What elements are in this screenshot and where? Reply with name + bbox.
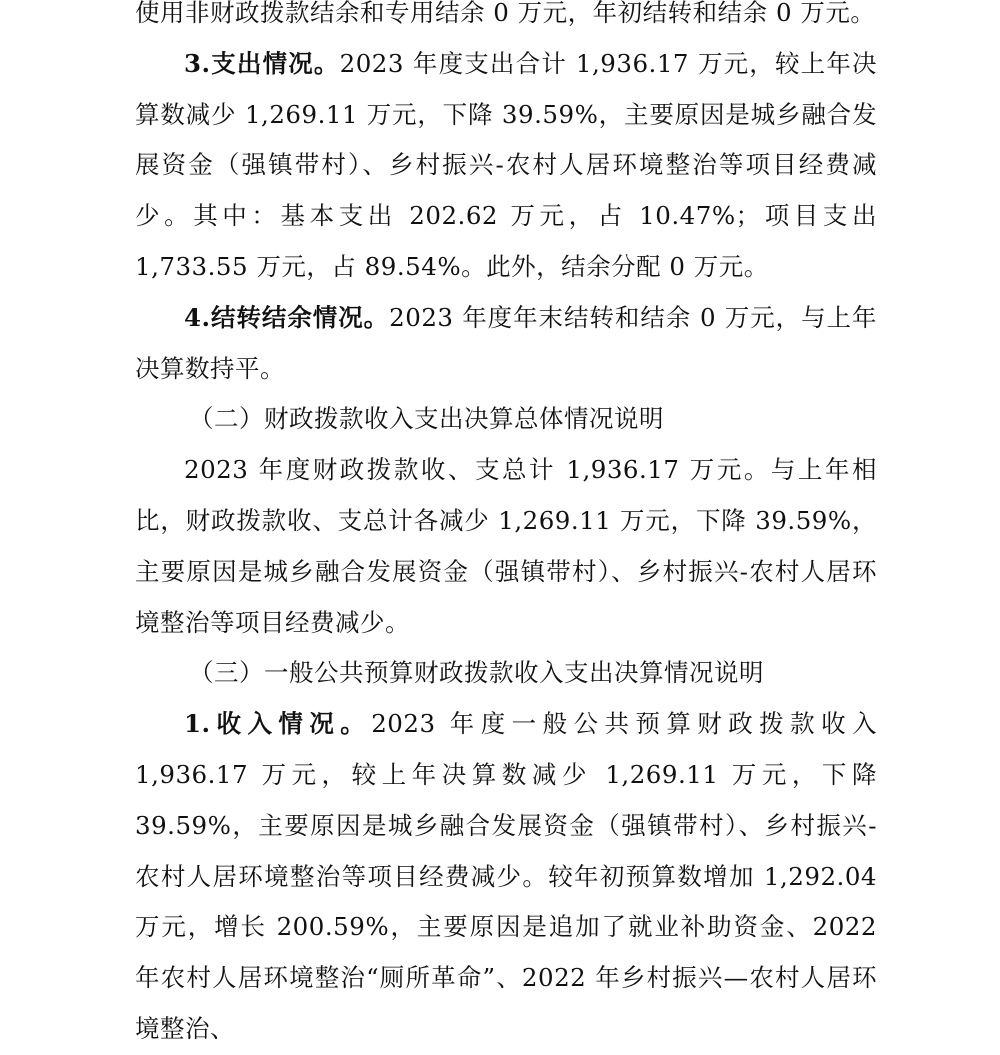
paragraph-text: 2023 年度年末结转和结余 0 万元，与上年决算数持平。: [135, 302, 877, 383]
paragraph-text: 使用非财政拨款结余和专用结余 0 万元，年初结转和结余 0 万元。: [135, 0, 876, 27]
section-lead-income: 1.收入情况。: [184, 709, 372, 739]
heading-text: （三）一般公共预算财政拨款收入支出决算情况说明: [189, 658, 764, 688]
heading-text: （二）财政拨款收入支出决算总体情况说明: [189, 404, 664, 434]
paragraph-text: 2023 年度财政拨款收、支总计 1,936.17 万元。与上年相比，财政拨款收、支总计各减少 1,269.11 万元，下降 39.59%，主要原因是城乡融合发展资金（强镇带村）、乡村振兴-农村人居环境整治等项目经费减少。: [135, 455, 877, 637]
section-heading-3: [135, 648, 877, 699]
paragraph-carryover-tail: [135, 0, 877, 39]
document-page: [135, 0, 877, 1055]
section-lead-balance: 4.结转结余情况。: [184, 302, 390, 332]
paragraph-text: 2023 年度一般公共预算财政拨款收入 1,936.17 万元，较上年决算数减少 1,269.11 万元，下降 39.59%，主要原因是城乡融合发展资金（强镇带村）、乡村振兴-农村人居环境整治等项目经费减少。较年初预算数增加 1,292.04 万元，增长 200.59%，主要原因是追加了就业补助资金、2022 年农村人居环境整治“厕所革命”、2022 年乡村振兴—农村人居环境整治、: [135, 709, 878, 1043]
paragraph-text: 2023 年度支出合计 1,936.17 万元，较上年决算数减少 1,269.11 万元，下降 39.59%，主要原因是城乡融合发展资金（强镇带村）、乡村振兴-农村人居环境整治等项目经费减少。其中：基本支出 202.62 万元，占 10.47%；项目支出 1,733.55 万元，占 89.54%。此外，结余分配 0 万元。: [135, 48, 877, 281]
paragraph-balance: [135, 293, 877, 395]
section-lead-expenditure: 3.支出情况。: [184, 48, 340, 78]
paragraph-income: [135, 699, 877, 1055]
paragraph-expenditure: [135, 39, 877, 293]
section-heading-2: [135, 394, 877, 445]
paragraph-fiscal-total: [135, 445, 877, 648]
